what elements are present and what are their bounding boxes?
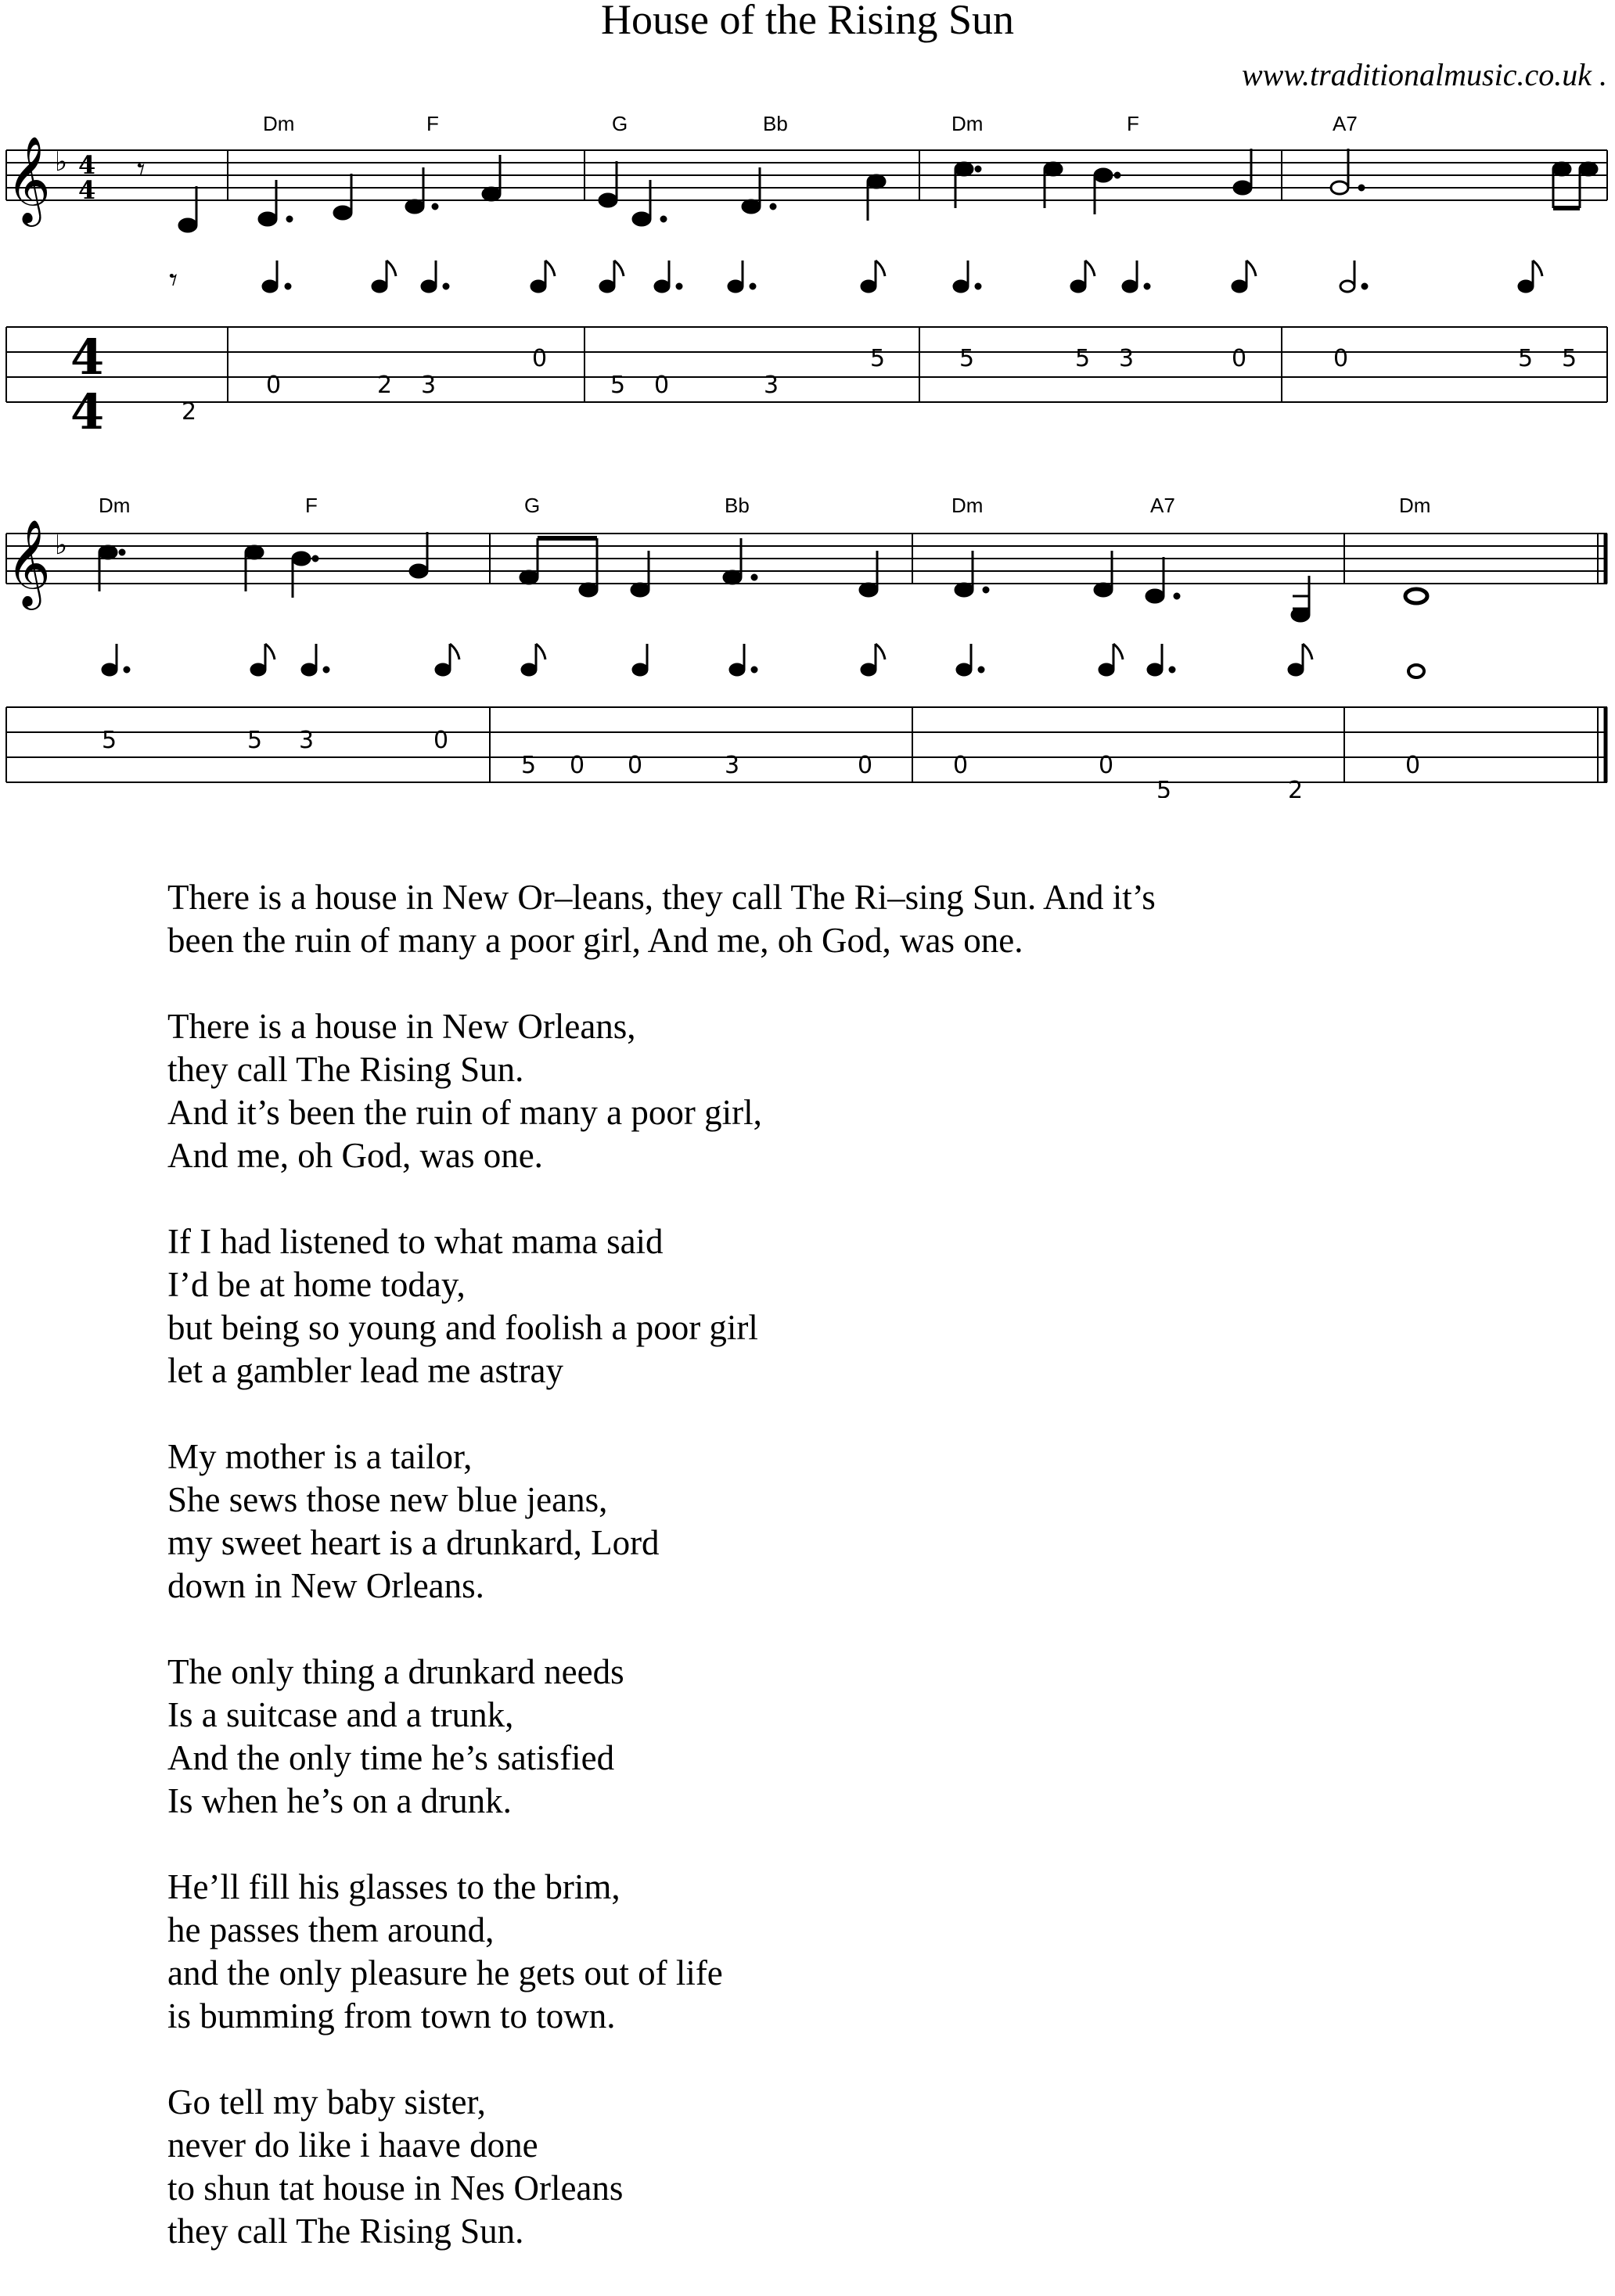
svg-text:5: 5 bbox=[1075, 345, 1091, 372]
tab-numbers-2 bbox=[102, 727, 1420, 798]
svg-text:0: 0 bbox=[628, 752, 643, 779]
svg-text:0: 0 bbox=[654, 372, 670, 399]
chord-symbol: G bbox=[524, 494, 541, 517]
tab-staff-1 bbox=[6, 327, 1607, 402]
page-title: House of the Rising Sun bbox=[600, 0, 1014, 43]
svg-text:𝄾: 𝄾 bbox=[169, 261, 178, 299]
notes-staff-1 bbox=[137, 149, 1597, 232]
svg-text:0: 0 bbox=[953, 752, 969, 779]
svg-text:5: 5 bbox=[610, 372, 626, 399]
chord-symbol: Dm bbox=[951, 112, 984, 135]
svg-text:2: 2 bbox=[182, 398, 197, 426]
chord-row-2 bbox=[99, 494, 1430, 517]
svg-text:0: 0 bbox=[1099, 752, 1114, 779]
svg-text:3: 3 bbox=[421, 372, 437, 399]
svg-text:𝄾: 𝄾 bbox=[137, 152, 146, 188]
tab-staff-2 bbox=[6, 707, 1607, 782]
svg-text:0: 0 bbox=[570, 752, 585, 779]
chord-symbol: G bbox=[612, 112, 628, 135]
svg-text:3: 3 bbox=[764, 372, 779, 399]
sheet-music bbox=[0, 0, 1615, 798]
rhythm-row-2 bbox=[103, 644, 1424, 677]
svg-text:3: 3 bbox=[299, 727, 315, 754]
chord-symbol: Bb bbox=[763, 112, 788, 135]
time-signature-top: 4 bbox=[78, 150, 96, 180]
flat-key-signature-icon: ♭ bbox=[55, 530, 68, 561]
treble-clef-icon: 𝄞 bbox=[6, 135, 51, 223]
svg-text:3: 3 bbox=[1119, 345, 1135, 372]
svg-text:5: 5 bbox=[870, 345, 886, 372]
lyrics-verse: There is a house in New Orleans, they call The Rising Sun. And it’s been the ruin of many a poor girl, And me, oh God, was one. bbox=[167, 1007, 762, 1175]
svg-text:0: 0 bbox=[1405, 752, 1421, 779]
lyrics-verse: Go tell my baby sister, never do like i haave done to shun tat house in Nes Orleans they call The Rising Sun. bbox=[167, 2082, 624, 2251]
rhythm-row-1 bbox=[169, 261, 1542, 299]
lyrics-verse: He’ll fill his glasses to the brim, he passes them around, and the only pleasure he gets out of life is bumming from town to town. bbox=[167, 1867, 723, 2035]
flat-key-signature-icon: ♭ bbox=[55, 146, 68, 178]
chord-row-1 bbox=[263, 112, 1358, 135]
chord-symbol: Bb bbox=[725, 494, 750, 517]
svg-text:5: 5 bbox=[1562, 345, 1577, 372]
svg-text:2: 2 bbox=[377, 372, 393, 399]
svg-text:5: 5 bbox=[102, 727, 117, 754]
svg-text:0: 0 bbox=[532, 345, 548, 372]
svg-text:0: 0 bbox=[266, 372, 282, 399]
svg-text:0: 0 bbox=[433, 727, 449, 754]
svg-text:3: 3 bbox=[725, 752, 740, 779]
svg-text:5: 5 bbox=[1156, 777, 1172, 798]
tab-numbers-1 bbox=[182, 345, 1577, 426]
chord-symbol: Dm bbox=[1399, 494, 1431, 517]
chord-symbol: F bbox=[426, 112, 439, 135]
chord-symbol: F bbox=[1127, 112, 1139, 135]
svg-text:0: 0 bbox=[1333, 345, 1349, 372]
chord-symbol: A7 bbox=[1333, 112, 1358, 135]
svg-text:2: 2 bbox=[1288, 777, 1304, 798]
svg-text:5: 5 bbox=[1518, 345, 1534, 372]
lyrics-verse: If I had listened to what mama said I’d be at home today, but being so young and foolish a poor girl let a gambler lead me astray bbox=[167, 1222, 758, 1390]
time-signature-bottom: 4 bbox=[78, 175, 96, 205]
chord-symbol: Dm bbox=[99, 494, 131, 517]
chord-symbol: A7 bbox=[1150, 494, 1175, 517]
svg-text:0: 0 bbox=[858, 752, 873, 779]
chord-symbol: F bbox=[305, 494, 318, 517]
lyrics-verse: The only thing a drunkard needs Is a suitcase and a trunk, And the only time he’s satisfied Is when he’s on a drunk. bbox=[167, 1652, 624, 1820]
lyrics bbox=[167, 876, 1498, 2296]
tab-time-signature-bottom: 4 bbox=[70, 383, 105, 440]
chord-symbol: Dm bbox=[951, 494, 984, 517]
lyrics-verse: My mother is a tailor, She sews those new blue jeans, my sweet heart is a drunkard, Lord down in New Orleans. bbox=[167, 1437, 660, 1605]
svg-text:5: 5 bbox=[959, 345, 975, 372]
source-url: www.traditionalmusic.co.uk . bbox=[1241, 57, 1607, 92]
svg-text:5: 5 bbox=[521, 752, 537, 779]
tab-time-signature-top: 4 bbox=[70, 329, 105, 386]
svg-text:0: 0 bbox=[1232, 345, 1247, 372]
staff-1 bbox=[6, 150, 1607, 200]
chord-symbol: Dm bbox=[263, 112, 295, 135]
treble-clef-icon: 𝄞 bbox=[6, 519, 51, 606]
lyrics-intro: There is a house in New Or–leans, they call The Ri–sing Sun. And it’s been the ruin of many a poor girl, And me, oh God, was one. bbox=[167, 878, 1156, 960]
svg-text:5: 5 bbox=[247, 727, 263, 754]
